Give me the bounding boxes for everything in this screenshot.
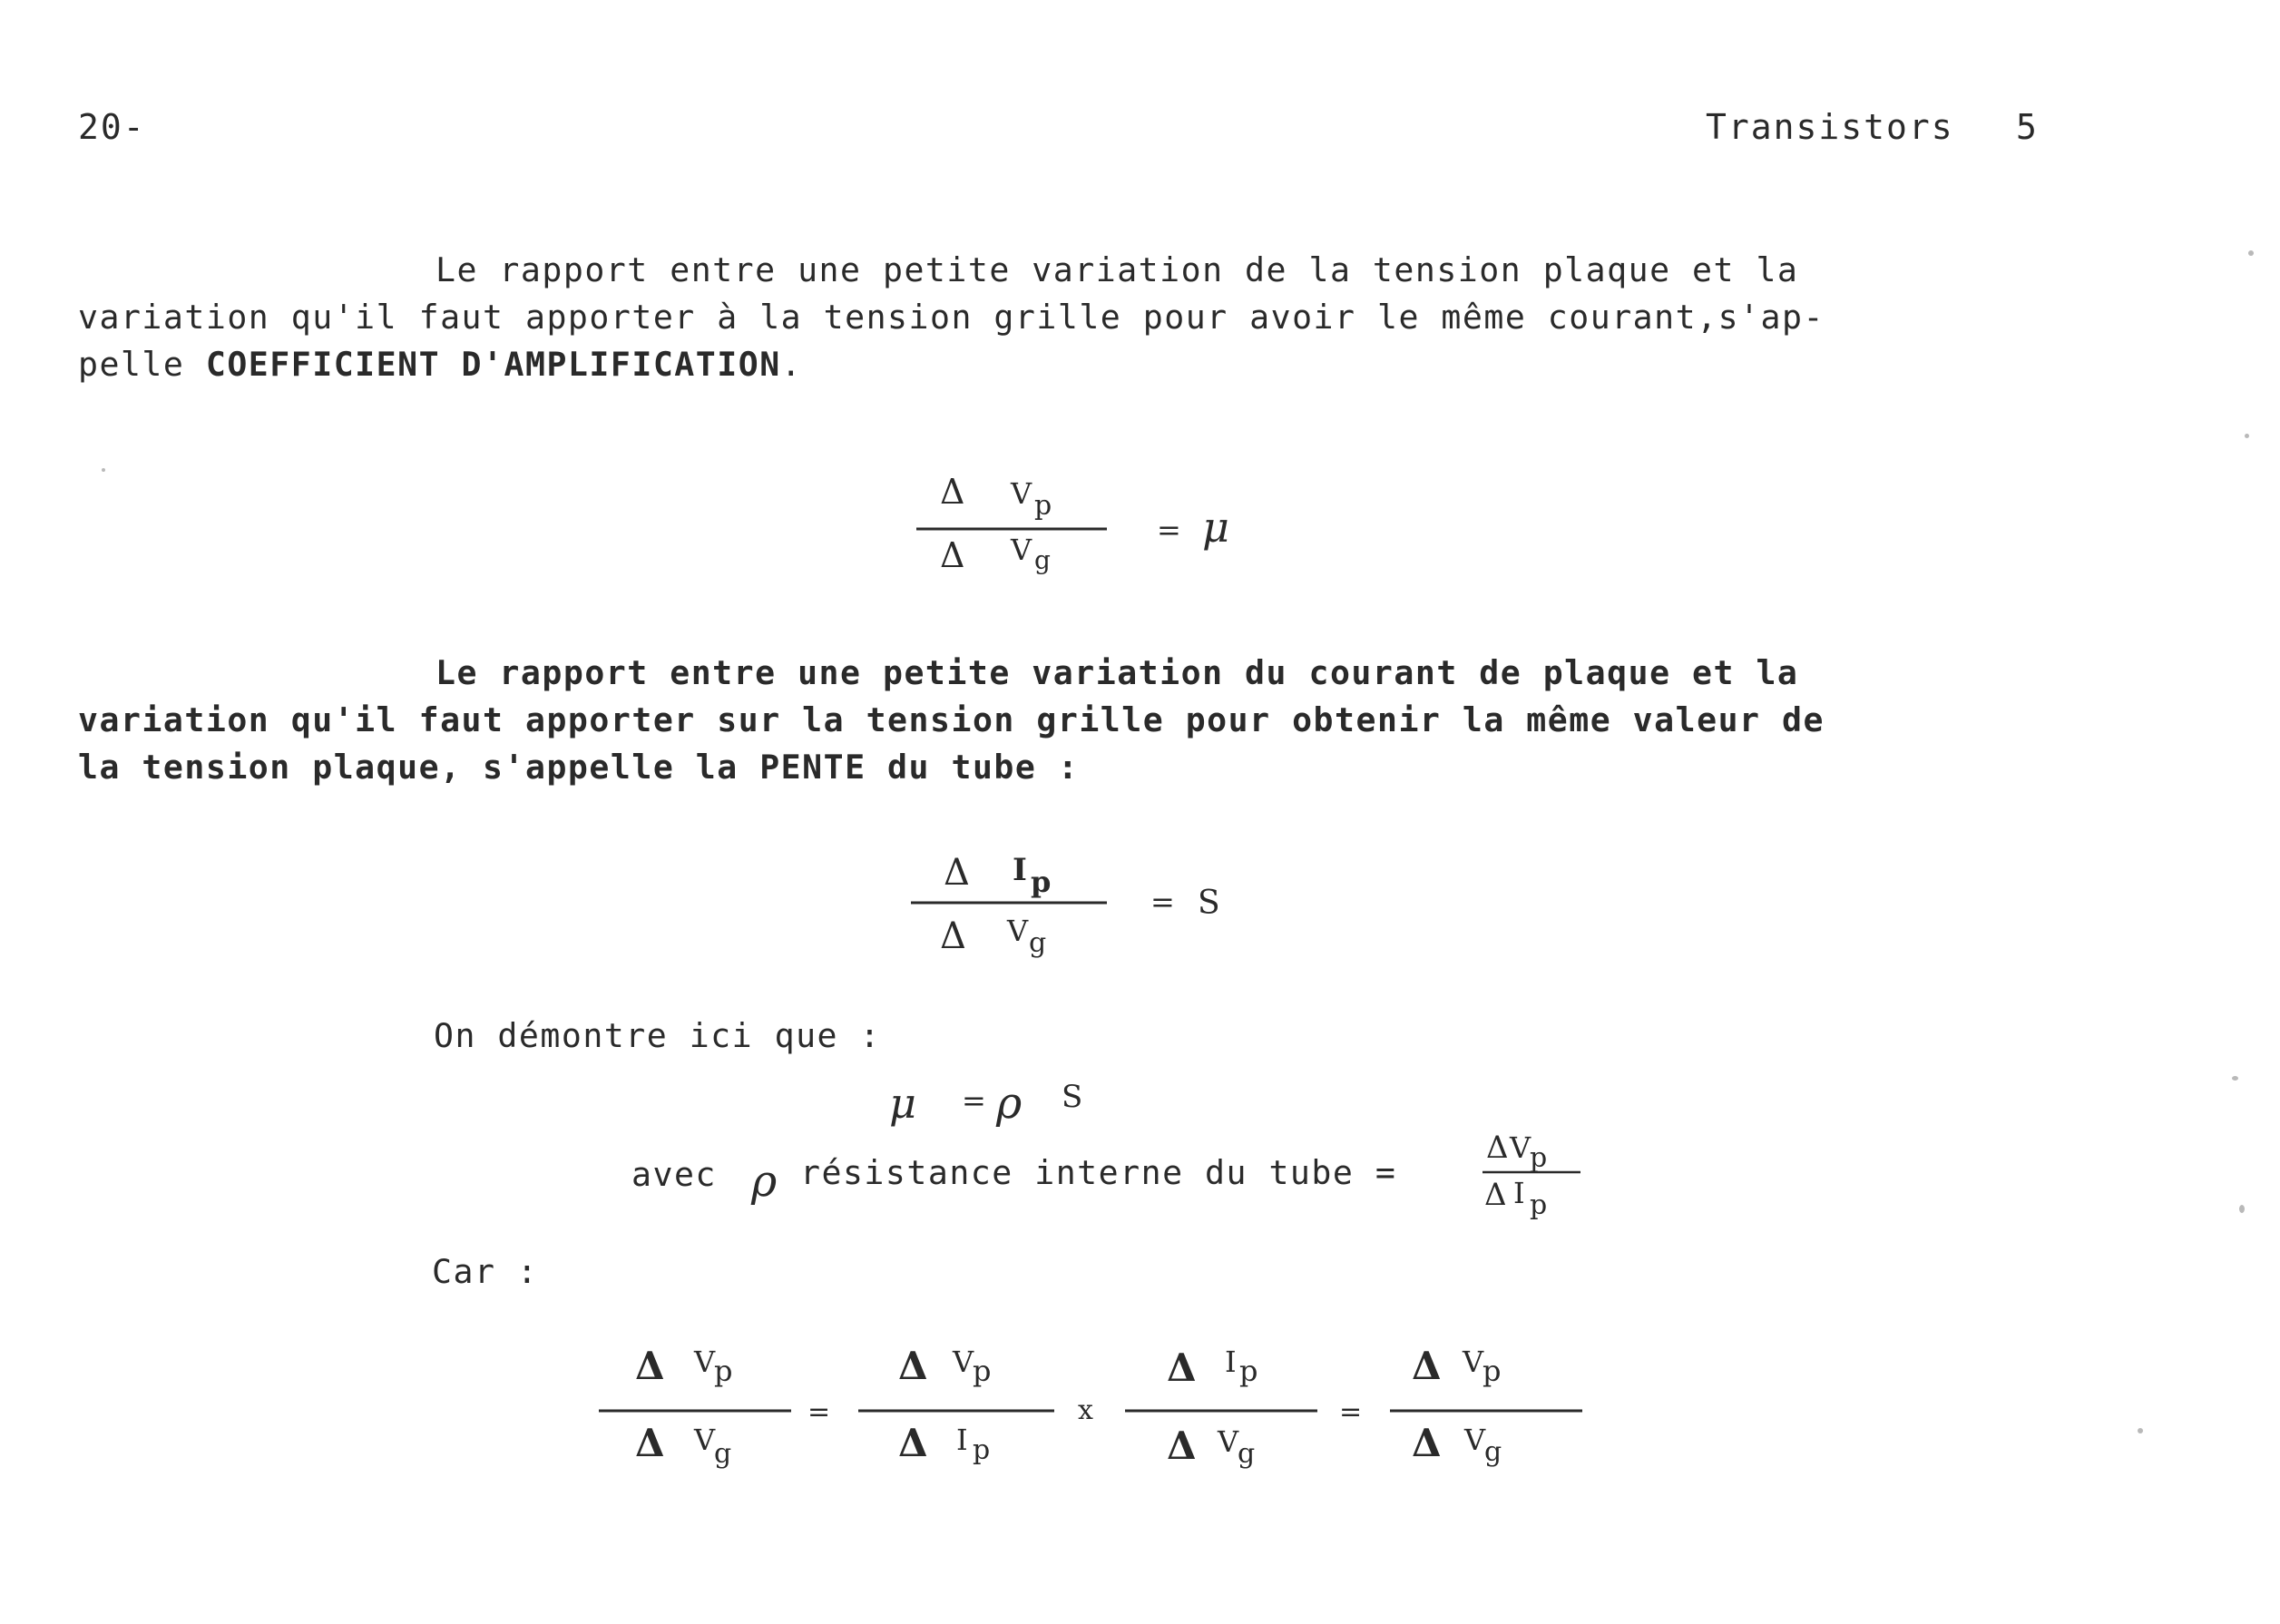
paragraph-2-line-3-start: la tension plaque, s'appelle la — [78, 748, 760, 787]
f4-num-delta: Δ — [1412, 1344, 1442, 1388]
formula-mu — [898, 467, 1279, 581]
rho-frac-den-delta: Δ — [1484, 1177, 1507, 1213]
scan-speck — [2138, 1428, 2143, 1433]
f3-num-var: I — [1225, 1345, 1237, 1379]
paragraph-2-line-3 — [78, 748, 1079, 787]
f3-den-sub: g — [1238, 1438, 1256, 1470]
formula-s-equals: = — [1150, 885, 1175, 919]
f2-den-var: I — [956, 1423, 968, 1457]
f2-den-delta: Δ — [898, 1421, 928, 1465]
formula-mu-den-delta: Δ — [940, 535, 965, 575]
paragraph-1-line-3 — [78, 345, 802, 384]
chain-fraction-4 — [1390, 1344, 1582, 1468]
paragraph-1-line-3-start: pelle — [78, 345, 206, 384]
f1-num-sub: p — [714, 1354, 733, 1388]
rho-frac-den-sub: p — [1530, 1189, 1548, 1221]
f1-den-var: V — [694, 1423, 716, 1457]
paragraph-2-line-2-text: variation qu'il faut apporter sur la tension grille pour obtenir la même valeur de — [78, 700, 1825, 739]
rho-frac-num-delta: Δ — [1486, 1130, 1509, 1166]
formula-mu-result: μ — [1202, 503, 1229, 552]
paragraph-2-line-3-end: du tube : — [866, 748, 1080, 787]
formula-mu-num-delta: Δ — [940, 472, 965, 512]
scan-speck — [2248, 250, 2254, 256]
f3-den-var: V — [1218, 1424, 1239, 1459]
chain-fraction-3 — [1125, 1345, 1317, 1470]
formula-s-den-sub: g — [1029, 927, 1047, 959]
f1-den-sub: g — [714, 1438, 732, 1470]
relation-s: S — [1062, 1079, 1083, 1115]
demo-intro: On démontre ici que : — [434, 1016, 881, 1055]
paragraph-2-line-1 — [435, 653, 1798, 692]
paragraph-2-line-1-text: Le rapport entre une petite variation du courant de plaque et la — [435, 653, 1799, 692]
f4-den-delta: Δ — [1412, 1421, 1442, 1465]
scan-speck — [2232, 1076, 2238, 1081]
chain-fraction-1 — [599, 1344, 791, 1470]
f4-num-var: V — [1463, 1345, 1484, 1379]
car-label: Car : — [432, 1252, 539, 1291]
demo-rho — [749, 1145, 795, 1218]
chain-equals-2: = — [1339, 1396, 1363, 1428]
f3-num-sub: p — [1239, 1354, 1258, 1388]
formula-mu-num-var: V — [1011, 476, 1032, 511]
formula-mu-num-sub: p — [1034, 490, 1052, 522]
term-pente: PENTE — [759, 748, 866, 787]
f4-den-var: V — [1464, 1423, 1486, 1457]
f2-num-var: V — [953, 1345, 974, 1379]
scan-speck — [2245, 434, 2249, 438]
f3-den-delta: Δ — [1167, 1423, 1197, 1468]
formula-s-den-delta: Δ — [940, 915, 966, 957]
demo-definition: résistance interne du tube = — [800, 1153, 1397, 1192]
scan-speck — [2239, 1205, 2245, 1213]
formula-s-num-delta: Δ — [944, 852, 970, 894]
formula-mu-equals: = — [1157, 513, 1181, 547]
f2-num-delta: Δ — [898, 1344, 928, 1388]
formula-mu-den-sub: g — [1034, 545, 1051, 575]
relation-mu: μ — [889, 1079, 916, 1128]
paragraph-1-line-2: variation qu'il faut apporter à la tension grille pour avoir le même courant,s'ap- — [78, 298, 1825, 337]
term-coefficient-amplification: COEFFICIENT D'AMPLIFICATION — [205, 345, 781, 384]
formula-s — [898, 839, 1261, 962]
f2-num-sub: p — [973, 1354, 992, 1388]
demo-avec: avec — [631, 1155, 717, 1194]
rho-frac-den-var: I — [1513, 1176, 1525, 1210]
f1-num-delta: Δ — [635, 1344, 665, 1388]
f4-den-sub: g — [1484, 1436, 1502, 1468]
chain-times: x — [1078, 1394, 1093, 1426]
rho-frac-num-var: V — [1510, 1130, 1531, 1165]
f2-den-sub: p — [973, 1434, 991, 1466]
rho-frac-num-sub: p — [1530, 1142, 1548, 1174]
paragraph-1-line-1: Le rapport entre une petite variation de la tension plaque et la — [435, 250, 1799, 289]
formula-s-result: S — [1198, 885, 1220, 922]
demo-rho-fraction — [1472, 1121, 1590, 1221]
f3-num-delta: Δ — [1167, 1345, 1197, 1390]
formula-s-den-var: V — [1007, 914, 1029, 948]
formula-mu-den-var: V — [1011, 533, 1032, 567]
formula-chain — [581, 1325, 1597, 1488]
chain-fraction-2 — [858, 1344, 1054, 1466]
scan-speck — [102, 468, 105, 472]
f4-num-sub: p — [1482, 1354, 1502, 1388]
f1-den-delta: Δ — [635, 1421, 665, 1465]
demo-relation — [880, 1071, 1116, 1143]
page-number: 20- — [78, 107, 146, 147]
section-title: Transistors — [1706, 107, 1954, 147]
formula-s-num-sub: p — [1031, 865, 1052, 899]
relation-equals: = — [962, 1083, 986, 1118]
demo-rho-symbol: ρ — [751, 1156, 778, 1207]
relation-rho: ρ — [996, 1078, 1023, 1129]
section-number: 5 — [2016, 107, 2039, 147]
formula-s-num-var: I — [1013, 852, 1027, 888]
paragraph-1-line-3-end: . — [780, 345, 803, 384]
chain-equals-1: = — [807, 1396, 831, 1428]
f1-num-var: V — [694, 1345, 716, 1379]
paragraph-2-line-2 — [78, 700, 1825, 739]
